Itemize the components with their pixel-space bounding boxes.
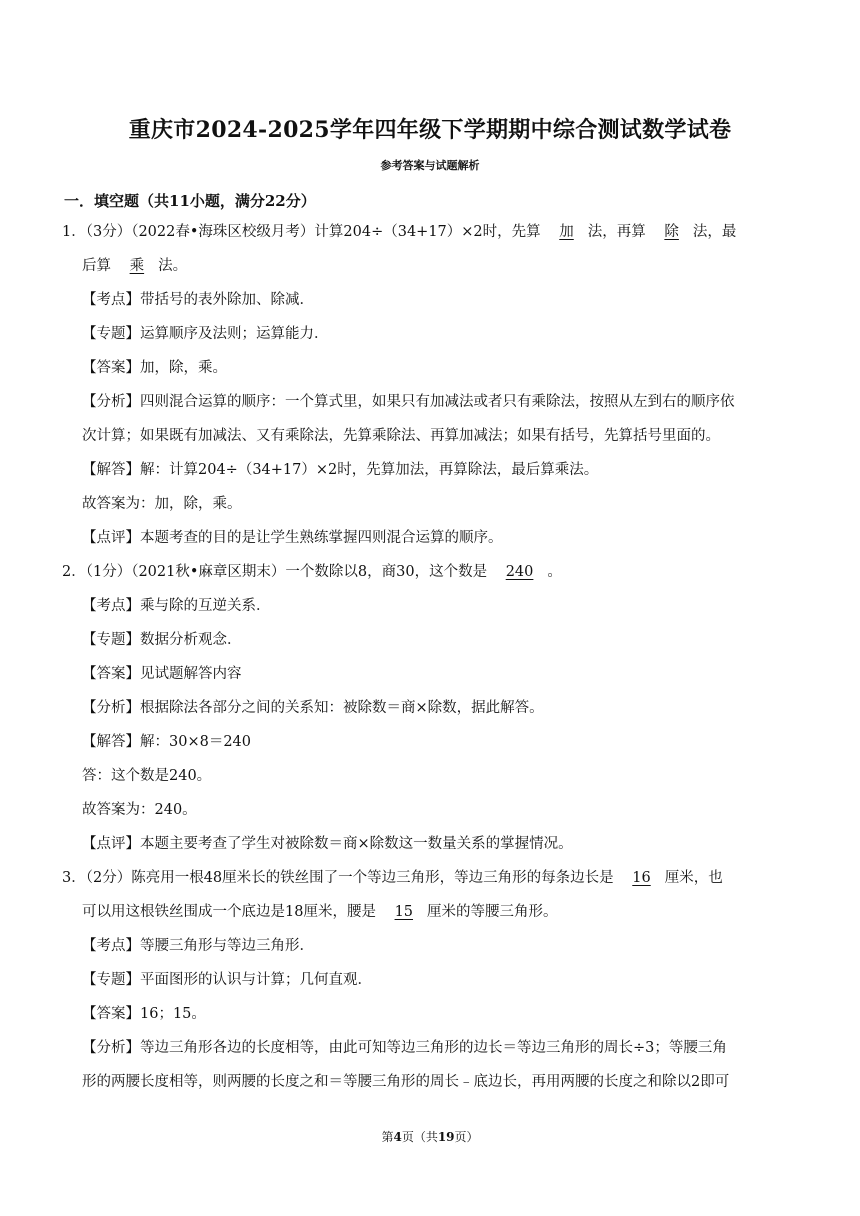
answer-blank: 15: [394, 904, 414, 920]
footer-text: 页（共: [401, 1130, 438, 1144]
analysis-line: 【分析】根据除法各部分之间的关系知：被除数＝商×除数，据此解答。: [82, 700, 544, 716]
answer-line: 【答案】加，除，乘。: [82, 360, 227, 376]
kaodian-line: 【考点】等腰三角形与等边三角形．: [82, 938, 314, 954]
analysis-line-2: 次计算；如果既有加减法、又有乘除法，先算乘除法、再算加减法；如果有括号，先算括号里面的。: [82, 428, 720, 444]
zhuanti-line: 【专题】平面图形的认识与计算；几何直观．: [82, 972, 372, 988]
question-text: 2．（1分）（2021秋•麻章区期末）一个数除以8，商30，这个数是: [62, 564, 488, 580]
page-total: 19: [437, 1130, 455, 1144]
solution-line: 【解答】解：30×8＝240: [82, 734, 252, 750]
page-title: 重庆市2024-2025学年四年级下学期期中综合测试数学试卷: [128, 117, 732, 143]
reply-line: 答：这个数是240。: [82, 768, 212, 784]
footer-text: 第: [381, 1130, 394, 1144]
solution-line: 【解答】解：计算204÷（34+17）×2时，先算加法，再算除法，最后算乘法。: [82, 462, 599, 478]
answer-line: 【答案】16；15。: [82, 1006, 206, 1022]
section-heading: 一．填空题（共11小题，满分22分）: [64, 192, 316, 210]
answer-blank: 加: [559, 224, 574, 240]
question-1-line-1: [62, 222, 736, 242]
analysis-line-1: 【分析】等边三角形各边的长度相等，由此可知等边三角形的边长＝等边三角形的周长÷3；等腰三角: [82, 1040, 727, 1056]
question-text: 3．（2分）陈亮用一根48厘米长的铁丝围了一个等边三角形，等边三角形的每条边长是: [62, 870, 614, 886]
kaodian-line: 【考点】带括号的表外除加、除减．: [82, 292, 314, 308]
question-text: 。: [547, 564, 562, 580]
final-answer-line: 故答案为：加，除，乘。: [82, 496, 242, 512]
kaodian-line: 【考点】乘与除的互逆关系．: [82, 598, 271, 614]
answer-line: 【答案】见试题解答内容: [82, 666, 242, 682]
zhuanti-line: 【专题】运算顺序及法则；运算能力．: [82, 326, 329, 342]
question-text: 厘米的等腰三角形。: [427, 904, 558, 920]
footer-text: 页）: [454, 1130, 479, 1144]
question-text: 可以用这根铁丝围成一个底边是18厘米，腰是: [82, 904, 376, 920]
answer-blank: 除: [664, 224, 679, 240]
question-3-line-1: [62, 868, 723, 888]
question-text: 厘米，也: [664, 870, 723, 886]
analysis-line-2: 形的两腰长度相等，则两腰的长度之和＝等腰三角形的周长﹣底边长，再用两腰的长度之和除以2即可: [82, 1074, 730, 1090]
question-2-line-1: [62, 562, 562, 582]
question-1-line-2: [82, 256, 187, 276]
comment-line: 【点评】本题主要考查了学生对被除数＝商×除数这一数量关系的掌握情况。: [82, 836, 573, 852]
question-text: 法。: [158, 258, 188, 274]
question-text: 法，再算: [587, 224, 646, 240]
question-3-line-2: [82, 902, 558, 922]
zhuanti-line: 【专题】数据分析观念．: [82, 632, 242, 648]
page-footer: [0, 1128, 860, 1145]
final-answer-line: 故答案为：240。: [82, 802, 197, 818]
comment-line: 【点评】本题考查的目的是让学生熟练掌握四则混合运算的顺序。: [82, 530, 503, 546]
question-text: 法，最: [692, 224, 737, 240]
question-text: 后算: [82, 258, 111, 274]
answer-blank: 乘: [129, 258, 145, 274]
question-text: 1．（3分）（2022春•海珠区校级月考）计算204÷（34+17）×2时，先算: [62, 224, 541, 240]
answer-blank: 16: [632, 870, 651, 886]
page-number: 4: [393, 1130, 402, 1144]
page-subtitle: 参考答案与试题解析: [380, 159, 480, 172]
analysis-line-1: 【分析】四则混合运算的顺序：一个算式里，如果只有加减法或者只有乘除法，按照从左到右的顺序依: [82, 394, 735, 410]
answer-blank: 240: [505, 564, 534, 580]
